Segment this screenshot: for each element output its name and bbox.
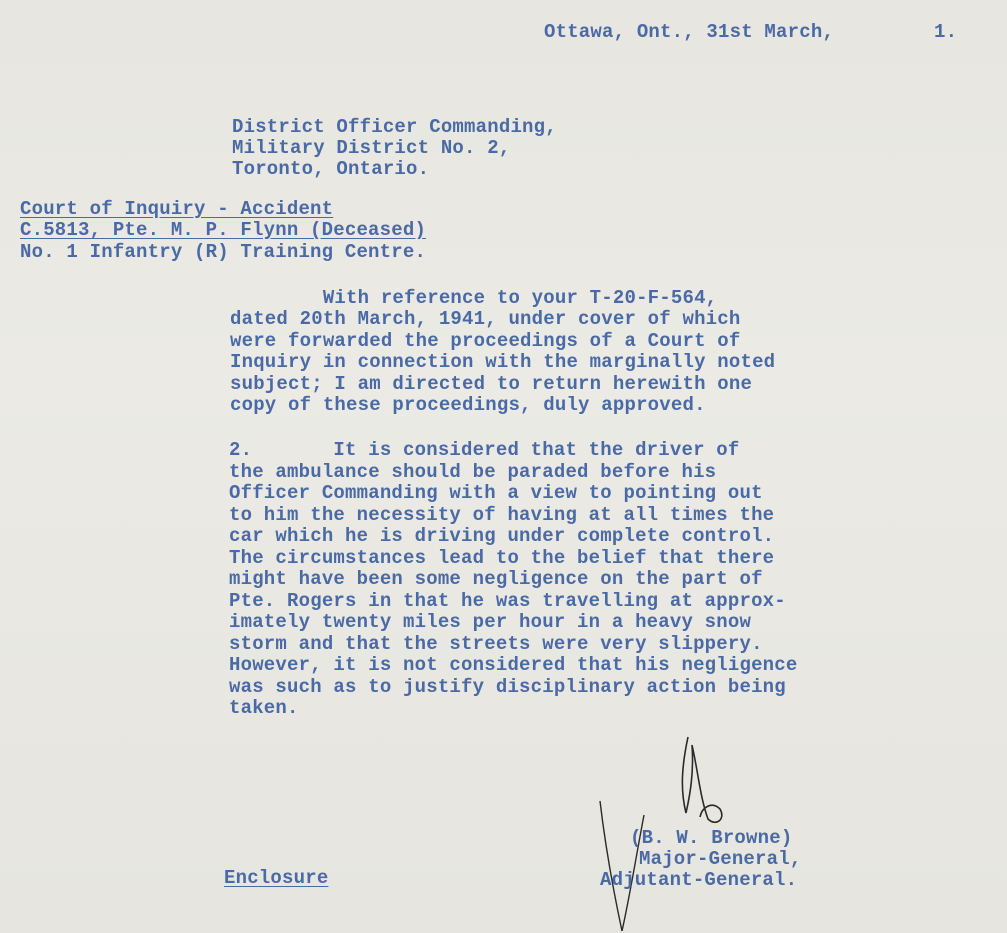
paragraph-line: car which he is driving under complete control. <box>229 525 775 547</box>
paragraph-line: subject; I am directed to return herewith one <box>230 373 753 395</box>
enclosure-label: Enclosure <box>224 867 329 889</box>
paragraph-line: dated 20th March, 1941, under cover of which <box>230 308 741 330</box>
signatory-title: Adjutant-General. <box>600 869 798 891</box>
addressee-line: District Officer Commanding, <box>232 116 557 138</box>
page-number: 1. <box>934 21 958 43</box>
paragraph-line: However, it is not considered that his negligence <box>229 654 798 676</box>
paragraph-line: copy of these proceedings, duly approved. <box>230 394 706 416</box>
paragraph-line: With reference to your T-20-F-564, <box>230 287 718 309</box>
paragraph-line: taken. <box>229 697 299 719</box>
subject-line: No. 1 Infantry (R) Training Centre. <box>20 241 427 263</box>
paragraph-line: was such as to justify disciplinary action being <box>229 676 786 698</box>
place-date: Ottawa, Ont., 31st March, <box>544 21 835 43</box>
paragraph-line: The circumstances lead to the belief that there <box>229 547 775 569</box>
paragraph-line: 2. It is considered that the driver of <box>229 439 740 461</box>
paragraph-line: to him the necessity of having at all times the <box>229 504 775 526</box>
signatory-rank: Major-General, <box>639 848 802 870</box>
subject-line: C.5813, Pte. M. P. Flynn (Deceased) <box>20 219 427 241</box>
addressee-line: Toronto, Ontario. <box>232 158 430 180</box>
paragraph-line: Officer Commanding with a view to pointing out <box>229 482 763 504</box>
addressee-line: Military District No. 2, <box>232 137 511 159</box>
signatory-name: (B. W. Browne) <box>630 827 793 849</box>
paragraph-line: the ambulance should be paraded before his <box>229 461 717 483</box>
paragraph-line: Pte. Rogers in that he was travelling at approx- <box>229 590 786 612</box>
paragraph-line: were forwarded the proceedings of a Court of <box>230 330 741 352</box>
paragraph-line: storm and that the streets were very slippery. <box>229 633 763 655</box>
paragraph-line: Inquiry in connection with the marginally noted <box>230 351 776 373</box>
paragraph-line: imately twenty miles per hour in a heavy snow <box>229 611 752 633</box>
paragraph-line: might have been some negligence on the part of <box>229 568 763 590</box>
subject-line: Court of Inquiry - Accident <box>20 198 334 220</box>
